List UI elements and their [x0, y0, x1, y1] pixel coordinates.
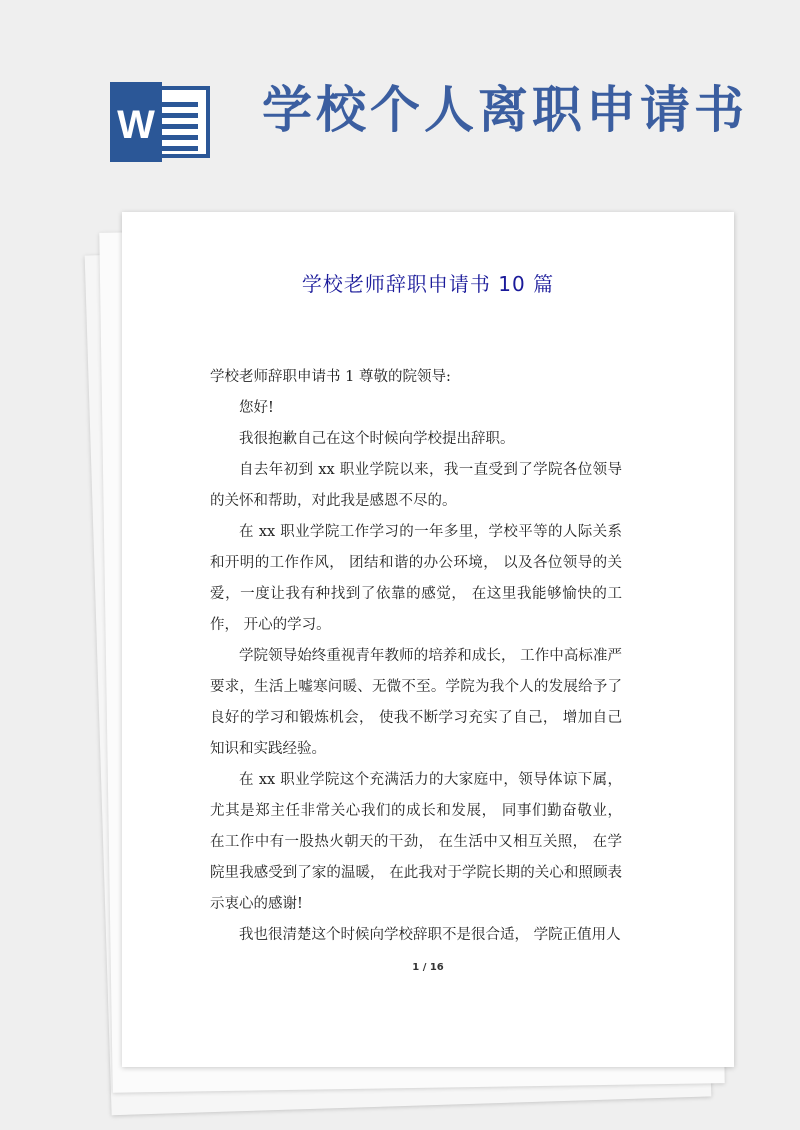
word-document-icon: [110, 82, 214, 162]
document-body: [210, 362, 622, 951]
banner: [0, 0, 800, 190]
page-number: 1 / 16: [412, 962, 444, 973]
paragraph: 我也很清楚这个时候向学校辞职不是很合适， 学院正值用人: [239, 927, 621, 943]
paragraph: 我很抱歉自己在这个时候向学校提出辞职。: [239, 431, 515, 447]
document-page: [122, 212, 734, 1067]
paragraph: 在 xx 职业学院工作学习的一年多里，学校平等的人际关系和开明的工作作风， 团结和谐的办公环境， 以及各位领导的关爱，一度让我有种找到了依靠的感觉， 在这里我能够愉快的工作， 开心的学习。: [210, 524, 622, 633]
paragraph: 自去年初到 xx 职业学院以来，我一直受到了学院各位领导的关怀和帮助，对此我是感恩不尽的。: [210, 462, 622, 509]
paragraph: 您好!: [239, 400, 274, 416]
word-icon-letter: W: [117, 103, 155, 147]
banner-title: 学校个人离职申请书: [262, 80, 748, 139]
paragraph: 学院领导始终重视青年教师的培养和成长， 工作中高标准严要求，生活上嘘寒问暖、无微不至。学院为我个人的发展给予了良好的学习和锻炼机会， 使我不断学习充实了自己， 增加自己知识和实践经验。: [210, 648, 622, 757]
document-title: 学校老师辞职申请书 10 篇: [301, 272, 555, 296]
paragraph: 学校老师辞职申请书 1 尊敬的院领导:: [210, 369, 451, 385]
paragraph: 在 xx 职业学院这个充满活力的大家庭中，领导体谅下属，尤其是郑主任非常关心我们的成长和发展， 同事们勤奋敬业， 在工作中有一股热火朝天的干劲， 在生活中又相互关照， 在学院里我感受到了家的温暖， 在此我对于学院长期的关心和照顾表示衷心的感谢!: [210, 772, 622, 912]
